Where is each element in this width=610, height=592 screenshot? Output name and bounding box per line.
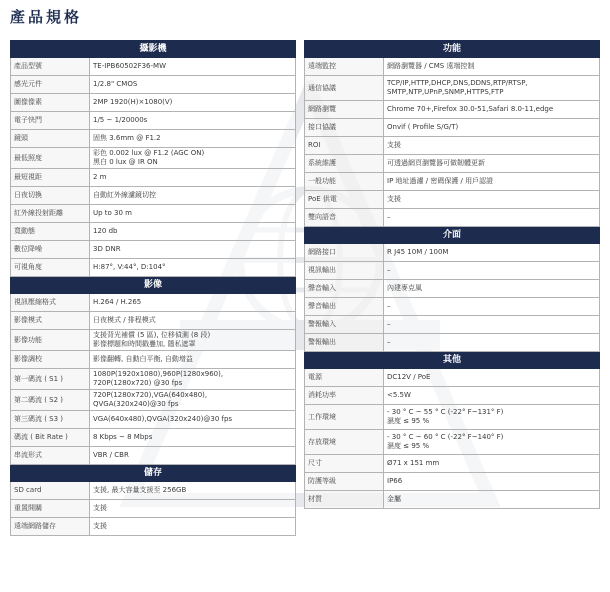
spec-value-line: 支援背光補償 (5 區), 位移偵測 (8 段) — [93, 331, 211, 339]
spec-value-line: VBR / CBR — [93, 451, 129, 459]
spec-row — [11, 312, 296, 330]
spec-row — [305, 76, 600, 101]
spec-value — [384, 58, 600, 76]
spec-value — [384, 369, 600, 387]
spec-value — [384, 191, 600, 209]
spec-value — [384, 280, 600, 298]
spec-value — [90, 205, 296, 223]
spec-row — [11, 130, 296, 148]
spec-value-line: 影像翻轉, 自動白平衡, 自動增益 — [93, 355, 193, 363]
spec-row — [305, 491, 600, 509]
spec-label: 紅外線投射距離 — [11, 205, 90, 223]
spec-row — [305, 244, 600, 262]
spec-value-line: 影像標題和時間戳疊加, 隱私遮罩 — [93, 340, 196, 348]
spec-value — [384, 298, 600, 316]
spec-row — [11, 500, 296, 518]
spec-value-line: 濕度 ≤ 95 % — [387, 417, 430, 425]
spec-row — [11, 58, 296, 76]
spec-label: 影像調校 — [11, 351, 90, 369]
spec-value-line: 固焦 3.6mm @ F1.2 — [93, 134, 161, 142]
spec-row — [11, 330, 296, 351]
spec-value — [384, 491, 600, 509]
spec-value — [90, 330, 296, 351]
spec-label: 電子快門 — [11, 112, 90, 130]
spec-value — [384, 155, 600, 173]
spec-value — [384, 387, 600, 405]
spec-value — [384, 244, 600, 262]
spec-value — [90, 482, 296, 500]
spec-value-line: H:87°, V:44°, D:104° — [93, 263, 166, 271]
spec-value-line: – — [387, 320, 391, 328]
spec-row — [305, 119, 600, 137]
spec-value-line: 自動紅外線濾鏡切控 — [93, 191, 156, 199]
spec-value — [384, 137, 600, 155]
spec-value — [90, 351, 296, 369]
spec-label: 一般功能 — [305, 173, 384, 191]
spec-row — [305, 369, 600, 387]
spec-value-line: 120 db — [93, 227, 118, 235]
spec-value-line: R J45 10M / 100M — [387, 248, 449, 256]
spec-value — [384, 101, 600, 119]
spec-label: ROI — [305, 137, 384, 155]
spec-value — [384, 173, 600, 191]
spec-row — [11, 169, 296, 187]
spec-value-line: 濕度 ≤ 95 % — [387, 442, 430, 450]
spec-value-line: 支援 — [93, 504, 107, 512]
spec-row — [305, 137, 600, 155]
spec-value-line: – — [387, 266, 391, 274]
spec-value-line: 720P(1280x720),VGA(640x480), — [93, 391, 208, 399]
spec-row — [11, 411, 296, 429]
spec-row — [305, 155, 600, 173]
spec-row — [305, 405, 600, 430]
spec-value — [384, 119, 600, 137]
spec-value-line: Up to 30 m — [93, 209, 132, 217]
spec-value — [90, 130, 296, 148]
spec-label: 碼流 ( Bit Rate ) — [11, 429, 90, 447]
spec-value — [90, 94, 296, 112]
spec-row — [11, 447, 296, 465]
spec-row — [11, 482, 296, 500]
spec-value-line: 可透過網頁瀏覽器可做韌體更新 — [387, 159, 485, 167]
spec-value-line: – — [387, 338, 391, 346]
spec-value — [90, 241, 296, 259]
spec-value-line: 1/2.8" CMOS — [93, 80, 138, 88]
spec-value-line: TCP/IP,HTTP,DHCP,DNS,DDNS,RTP/RTSP, — [387, 79, 528, 87]
spec-row — [11, 351, 296, 369]
spec-label: 影像模式 — [11, 312, 90, 330]
spec-row — [305, 316, 600, 334]
spec-value — [90, 259, 296, 277]
section-title: 影像 — [11, 277, 296, 294]
spec-label: SD card — [11, 482, 90, 500]
spec-value — [384, 473, 600, 491]
spec-label: 最短視距 — [11, 169, 90, 187]
spec-label: 第二碼流 ( S2 ) — [11, 390, 90, 411]
spec-row — [305, 191, 600, 209]
spec-row — [305, 298, 600, 316]
spec-label: 警報輸出 — [305, 334, 384, 352]
section-header — [305, 227, 600, 244]
section-title: 功能 — [305, 41, 600, 58]
spec-value-line: 支援 — [387, 195, 401, 203]
spec-value — [384, 405, 600, 430]
spec-row — [11, 76, 296, 94]
spec-value-line: IP 地址過濾 / 密碼保護 / 用戶認證 — [387, 177, 494, 185]
page-title: 產品規格 — [10, 8, 83, 26]
spec-value-line: 黑白 0 lux @ IR ON — [93, 158, 158, 166]
spec-row — [305, 387, 600, 405]
section-title: 其他 — [305, 352, 600, 369]
spec-value-line: VGA(640x480),QVGA(320x240)@30 fps — [93, 415, 233, 423]
spec-value — [90, 294, 296, 312]
spec-row — [11, 518, 296, 536]
spec-label: 網路接口 — [305, 244, 384, 262]
spec-label: 視訊壓縮格式 — [11, 294, 90, 312]
section-header — [305, 41, 600, 58]
spec-value-line: TE-IPB60502F36-MW — [93, 62, 167, 70]
spec-label: 接口協議 — [305, 119, 384, 137]
spec-row — [305, 430, 600, 455]
spec-label: 數位降噪 — [11, 241, 90, 259]
spec-value-line: Onvif ( Profile S/G/T) — [387, 123, 459, 131]
section-header — [305, 352, 600, 369]
spec-label: 鏡頭 — [11, 130, 90, 148]
spec-value-line: 1080P(1920x1080),960P(1280x960), — [93, 370, 224, 378]
spec-row — [305, 209, 600, 227]
section-title: 儲存 — [11, 465, 296, 482]
spec-value — [90, 429, 296, 447]
spec-value-line: - 30 ° C ~ 60 ° C (-22° F~140° F) — [387, 433, 504, 441]
spec-value-line: H.264 / H.265 — [93, 298, 142, 306]
spec-value — [384, 262, 600, 280]
spec-label: 重置開關 — [11, 500, 90, 518]
spec-label: 材質 — [305, 491, 384, 509]
spec-row — [11, 259, 296, 277]
spec-value — [90, 447, 296, 465]
spec-value — [384, 455, 600, 473]
spec-value-line: 支援 — [93, 522, 107, 530]
spec-label: 聲音輸入 — [305, 280, 384, 298]
spec-value-line: DC12V / PoE — [387, 373, 431, 381]
spec-row — [11, 369, 296, 390]
spec-value — [90, 112, 296, 130]
section-title: 介面 — [305, 227, 600, 244]
spec-row — [305, 280, 600, 298]
spec-table-left — [10, 40, 296, 536]
spec-label: 系統維護 — [305, 155, 384, 173]
section-header — [11, 465, 296, 482]
spec-value-line: 日夜模式 / 排程模式 — [93, 316, 156, 324]
spec-label: 第三碼流 ( S3 ) — [11, 411, 90, 429]
spec-value-line: IP66 — [387, 477, 403, 485]
spec-label: PoE 供電 — [305, 191, 384, 209]
spec-label: 日夜切換 — [11, 187, 90, 205]
spec-value-line: <5.5W — [387, 391, 411, 399]
spec-table-right — [304, 40, 600, 509]
spec-value-line: 2MP 1920(H)×1080(V) — [93, 98, 173, 106]
spec-value — [90, 223, 296, 241]
spec-label: 產品型號 — [11, 58, 90, 76]
spec-label: 通信協議 — [305, 76, 384, 101]
spec-value — [384, 334, 600, 352]
spec-row — [11, 112, 296, 130]
spec-row — [11, 187, 296, 205]
spec-label: 最低照度 — [11, 148, 90, 169]
spec-label: 串流形式 — [11, 447, 90, 465]
spec-value-line: QVGA(320x240)@30 fps — [93, 400, 179, 408]
spec-value-line: 720P(1280x720) @30 fps — [93, 379, 183, 387]
spec-label: 視訊輸出 — [305, 262, 384, 280]
spec-value-line: 1/5 ~ 1/20000s — [93, 116, 148, 124]
spec-value-line: 內建麥克風 — [387, 284, 422, 292]
spec-label: 工作環境 — [305, 405, 384, 430]
spec-label: 圖像像素 — [11, 94, 90, 112]
spec-label: 防護等級 — [305, 473, 384, 491]
spec-label: 尺寸 — [305, 455, 384, 473]
spec-row — [11, 205, 296, 223]
spec-value — [90, 312, 296, 330]
spec-label: 雙向語音 — [305, 209, 384, 227]
spec-value — [90, 500, 296, 518]
spec-value — [90, 148, 296, 169]
spec-value-line: – — [387, 302, 391, 310]
spec-value — [90, 58, 296, 76]
spec-label: 可視角度 — [11, 259, 90, 277]
section-header — [11, 41, 296, 58]
spec-value-line: Chrome 70+,Firefox 30.0-51,Safari 8.0-11,edge — [387, 105, 554, 113]
spec-label: 感光元件 — [11, 76, 90, 94]
spec-label: 電源 — [305, 369, 384, 387]
spec-row — [11, 294, 296, 312]
section-title: 攝影機 — [11, 41, 296, 58]
section-header — [11, 277, 296, 294]
spec-label: 寬動態 — [11, 223, 90, 241]
spec-value — [90, 169, 296, 187]
spec-label: 聲音輸出 — [305, 298, 384, 316]
spec-value — [384, 430, 600, 455]
spec-value-line: Ø71 x 151 mm — [387, 459, 440, 467]
spec-value — [90, 369, 296, 390]
spec-value — [90, 187, 296, 205]
spec-value — [90, 390, 296, 411]
spec-label: 第一碼流 ( S1 ) — [11, 369, 90, 390]
spec-row — [11, 241, 296, 259]
spec-value — [384, 316, 600, 334]
spec-value — [90, 518, 296, 536]
spec-row — [11, 429, 296, 447]
spec-value — [384, 76, 600, 101]
spec-label: 網路瀏覽 — [305, 101, 384, 119]
spec-value-line: 金屬 — [387, 495, 401, 503]
spec-value-line: 8 Kbps ~ 8 Mbps — [93, 433, 153, 441]
spec-value-line: SMTP,NTP,UPnP,SNMP,HTTPS,FTP — [387, 88, 504, 96]
spec-value-line: 彩色 0.002 lux @ F1.2 (AGC ON) — [93, 149, 205, 157]
spec-row — [11, 390, 296, 411]
spec-row — [305, 173, 600, 191]
spec-value-line: 支援 — [387, 141, 401, 149]
spec-label: 消耗功率 — [305, 387, 384, 405]
spec-value-line: - 30 ° C ~ 55 ° C (-22° F~131° F) — [387, 408, 504, 416]
spec-value-line: 2 m — [93, 173, 107, 181]
spec-value-line: 3D DNR — [93, 245, 121, 253]
spec-label: 影像功能 — [11, 330, 90, 351]
spec-value-line: 網路瀏覽器 / CMS 遠端控制 — [387, 62, 475, 70]
spec-value — [90, 411, 296, 429]
spec-row — [11, 148, 296, 169]
spec-row — [305, 334, 600, 352]
spec-label: 遠端網路儲存 — [11, 518, 90, 536]
spec-value — [384, 209, 600, 227]
spec-row — [11, 223, 296, 241]
spec-row — [305, 473, 600, 491]
spec-label: 遠端監控 — [305, 58, 384, 76]
spec-row — [11, 94, 296, 112]
spec-value-line: – — [387, 213, 391, 221]
spec-row — [305, 58, 600, 76]
spec-row — [305, 101, 600, 119]
spec-label: 存放環境 — [305, 430, 384, 455]
spec-label: 警報輸入 — [305, 316, 384, 334]
spec-row — [305, 262, 600, 280]
spec-value — [90, 76, 296, 94]
spec-row — [305, 455, 600, 473]
spec-value-line: 支援, 最大容量支援至 256GB — [93, 486, 187, 494]
